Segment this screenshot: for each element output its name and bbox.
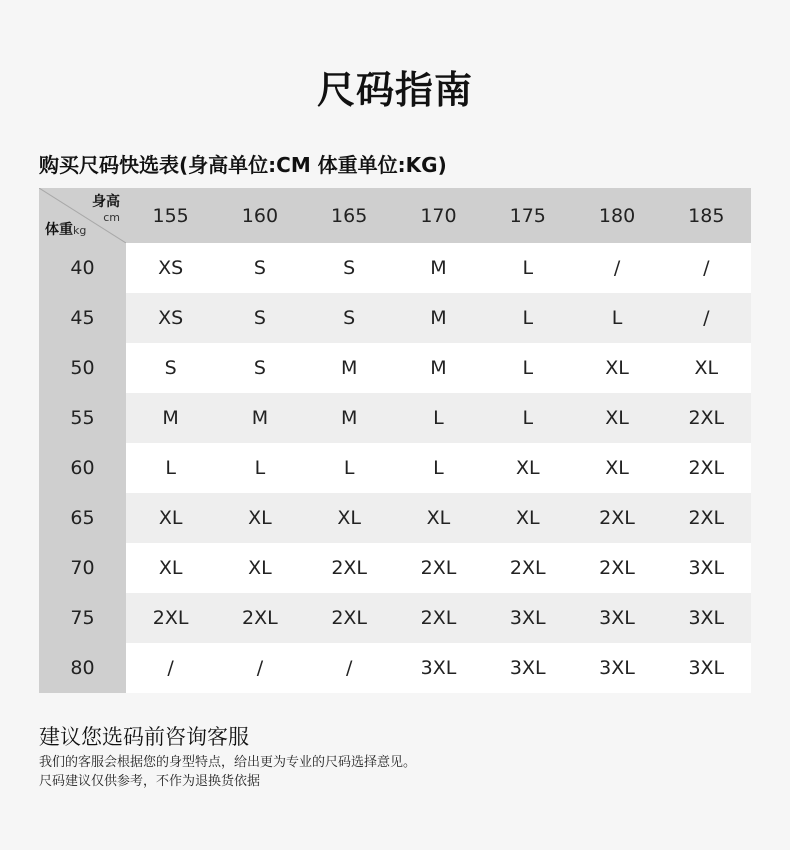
size-cell: XL [215, 543, 304, 593]
size-cell: M [126, 393, 215, 443]
size-cell: 2XL [305, 543, 394, 593]
height-header-cell: 180 [572, 188, 661, 243]
size-cell: 3XL [483, 593, 572, 643]
weight-label-text: 体重 [45, 222, 73, 238]
weight-axis-label [45, 222, 86, 239]
size-cell: / [215, 643, 304, 693]
size-cell: L [483, 243, 572, 293]
size-cell: 3XL [572, 643, 661, 693]
size-cell: 2XL [572, 493, 661, 543]
size-cell: L [215, 443, 304, 493]
size-cell: / [126, 643, 215, 693]
weight-header-cell: 70 [39, 543, 126, 593]
table-row [39, 593, 751, 643]
size-cell: 2XL [305, 593, 394, 643]
size-cell: M [394, 343, 483, 393]
table-header-row [39, 188, 751, 243]
size-cell: XL [215, 493, 304, 543]
size-cell: XL [572, 393, 661, 443]
size-cell: XS [126, 243, 215, 293]
size-cell: S [215, 293, 304, 343]
size-cell: L [572, 293, 661, 343]
size-cell: S [215, 243, 304, 293]
size-cell: / [572, 243, 661, 293]
table-row [39, 443, 751, 493]
size-cell: S [305, 293, 394, 343]
size-cell: XL [483, 443, 572, 493]
size-cell: M [305, 393, 394, 443]
weight-header-cell: 45 [39, 293, 126, 343]
size-cell: M [394, 293, 483, 343]
size-table [39, 188, 751, 693]
table-row [39, 393, 751, 443]
size-cell: XL [572, 443, 661, 493]
size-cell: / [305, 643, 394, 693]
size-cell: / [662, 293, 751, 343]
height-unit-label: cm [103, 211, 120, 224]
footer-disclaimer: 尺码建议仅供参考，不作为退换货依据 [39, 774, 261, 789]
size-cell: M [215, 393, 304, 443]
weight-header-cell: 75 [39, 593, 126, 643]
weight-header-cell: 40 [39, 243, 126, 293]
weight-header-cell: 55 [39, 393, 126, 443]
height-header-cell: 170 [394, 188, 483, 243]
size-cell: 2XL [394, 593, 483, 643]
height-header-cell: 185 [662, 188, 751, 243]
size-cell: S [126, 343, 215, 393]
size-cell: 3XL [572, 593, 661, 643]
size-cell: S [215, 343, 304, 393]
size-cell: 2XL [394, 543, 483, 593]
weight-header-cell: 80 [39, 643, 126, 693]
table-row [39, 543, 751, 593]
size-cell: 3XL [662, 643, 751, 693]
table-row [39, 293, 751, 343]
height-header-cell: 175 [483, 188, 572, 243]
table-row [39, 343, 751, 393]
size-cell: 2XL [215, 593, 304, 643]
page-title: 尺码指南 [316, 68, 473, 112]
size-cell: XS [126, 293, 215, 343]
size-cell: L [483, 293, 572, 343]
size-cell: XL [394, 493, 483, 543]
size-cell: / [662, 243, 751, 293]
size-cell: 3XL [662, 593, 751, 643]
table-row [39, 493, 751, 543]
height-header-cell: 165 [305, 188, 394, 243]
size-cell: XL [483, 493, 572, 543]
weight-header-cell: 65 [39, 493, 126, 543]
weight-unit-label: kg [73, 224, 87, 237]
size-cell: 2XL [662, 393, 751, 443]
weight-header-cell: 50 [39, 343, 126, 393]
size-cell: M [394, 243, 483, 293]
height-header-cell: 160 [215, 188, 304, 243]
size-cell: 2XL [572, 543, 661, 593]
size-cell: 3XL [483, 643, 572, 693]
size-cell: M [305, 343, 394, 393]
size-cell: XL [305, 493, 394, 543]
size-cell: XL [572, 343, 661, 393]
size-cell: L [305, 443, 394, 493]
table-row [39, 243, 751, 293]
size-cell: XL [662, 343, 751, 393]
height-header-cell: 155 [126, 188, 215, 243]
size-cell: L [394, 443, 483, 493]
table-subtitle: 购买尺码快选表(身高单位:CM 体重单位:KG) [39, 153, 447, 177]
weight-header-cell: 60 [39, 443, 126, 493]
height-axis-label: 身高 [91, 194, 120, 210]
size-cell: 2XL [662, 493, 751, 543]
size-cell: XL [126, 543, 215, 593]
size-cell: 3XL [662, 543, 751, 593]
size-cell: L [126, 443, 215, 493]
size-cell: L [394, 393, 483, 443]
footer-note: 我们的客服会根据您的身型特点，给出更为专业的尺码选择意见。 [39, 755, 417, 770]
size-cell: 2XL [662, 443, 751, 493]
size-cell: L [483, 343, 572, 393]
size-cell: 3XL [394, 643, 483, 693]
size-cell: 2XL [483, 543, 572, 593]
footer-title: 建议您选码前咨询客服 [39, 725, 249, 749]
size-cell: S [305, 243, 394, 293]
size-cell: L [483, 393, 572, 443]
table-row [39, 643, 751, 693]
table-corner-cell [39, 188, 126, 243]
size-cell: 2XL [126, 593, 215, 643]
size-cell: XL [126, 493, 215, 543]
